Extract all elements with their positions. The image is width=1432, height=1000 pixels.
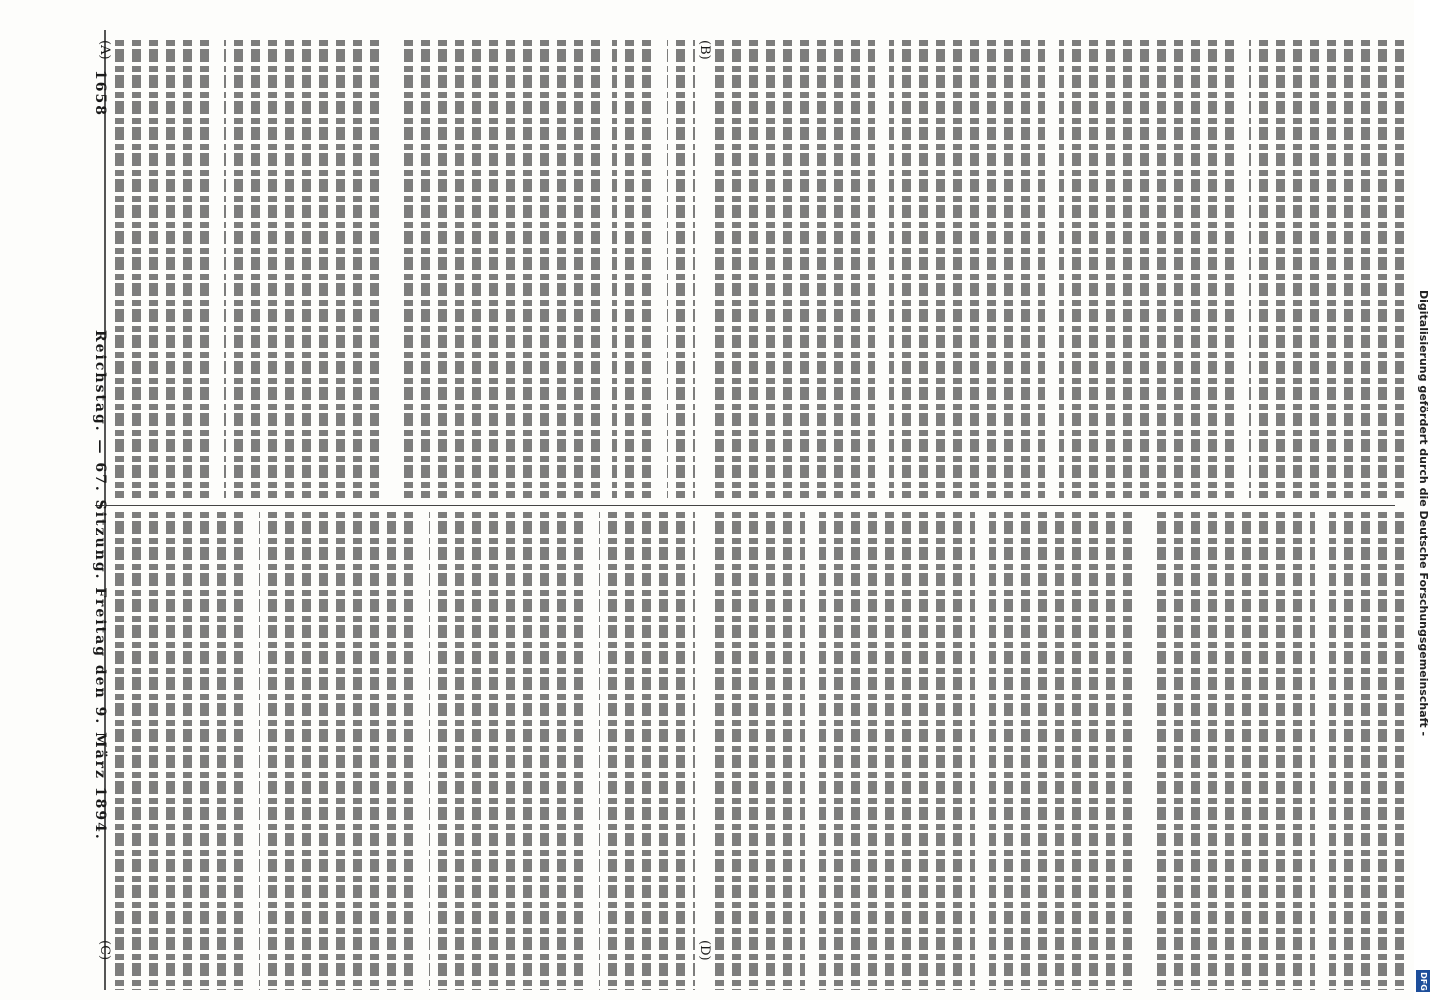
running-head: Reichstag. — 67. Sitzung. Freitag den 9. März 1894. [92, 330, 108, 841]
column-divider [95, 505, 1395, 506]
dfg-logo [1416, 970, 1430, 992]
digitization-note: Digitalisierung gefördert durch die Deutsche Forschungsgemeinschaft - [1417, 290, 1430, 737]
text-column-left-lower [115, 512, 695, 990]
page-number: 1658 [92, 70, 108, 117]
margin-marker-c: (C) [97, 940, 112, 961]
text-column-right-upper [715, 40, 1405, 498]
margin-marker-d: (D) [697, 940, 712, 961]
margin-marker-a: (A) [97, 40, 112, 60]
digitization-strip [1414, 0, 1432, 1000]
dfg-logo-text: DFG [1418, 971, 1428, 991]
margin-marker-b: (B) [697, 40, 712, 60]
text-column-left-upper [115, 40, 695, 498]
text-column-right-lower [715, 512, 1405, 990]
